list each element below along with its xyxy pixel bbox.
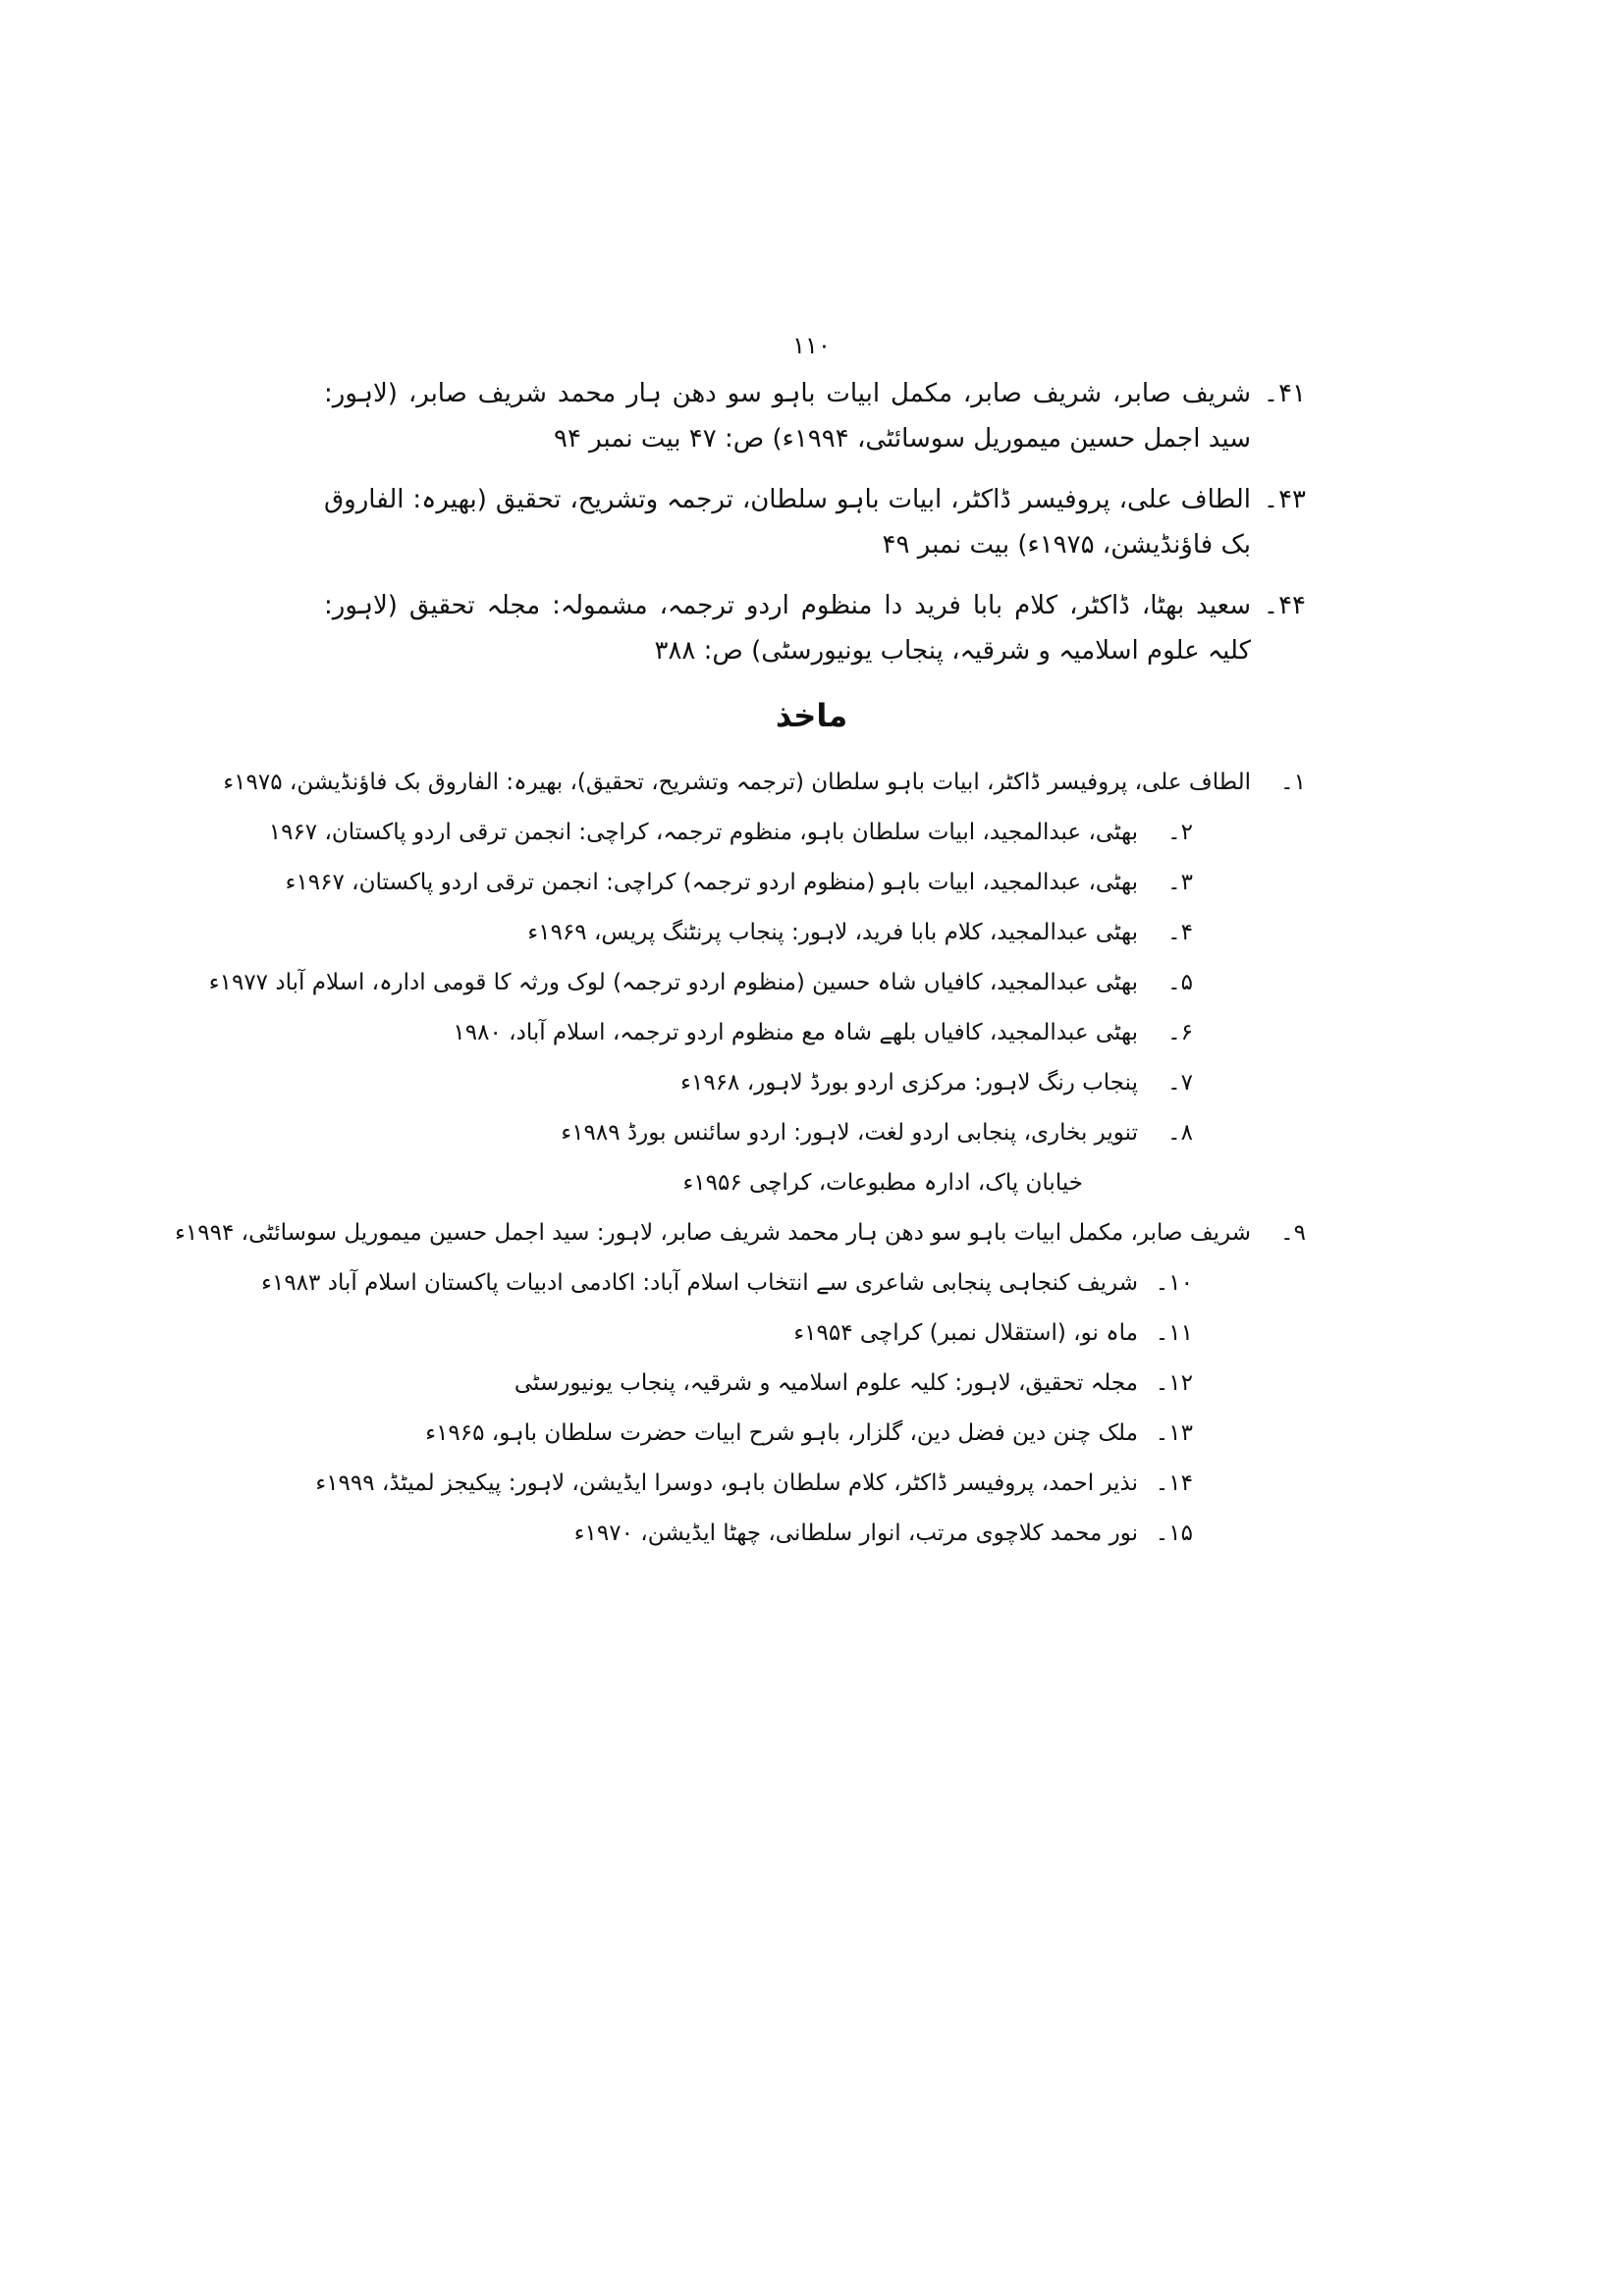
reference-text: ملک چنن دین فضل دین، گلزار، باہو شرح ابیات حضرت سلطان باہو، ۱۹۶۵ء bbox=[425, 1420, 1138, 1446]
reference-number: ۱۲۔ bbox=[1155, 1370, 1193, 1396]
endnote-number: ۴۱۔ bbox=[1263, 379, 1306, 408]
reference-item bbox=[315, 1459, 1306, 1509]
reference-item bbox=[285, 858, 1306, 908]
reference-number: ۹۔ bbox=[1280, 1220, 1306, 1246]
reference-text: الطاف علی، پروفیسر ڈاکٹر، ابیات باہو سلطان (ترجمہ وتشریح، تحقیق)، بھیرہ: الفاروق بک فاؤنڈیشن، ۱۹۷۵ء bbox=[223, 770, 1251, 795]
reference-text: بھٹی، عبدالمجید، ابیات سلطان باہو، منظوم ترجمہ، کراچی: انجمن ترقی اردو پاکستان، ۱۹۶۷ bbox=[268, 820, 1138, 845]
reference-number bbox=[1138, 1158, 1193, 1208]
reference-text: نذیر احمد، پروفیسر ڈاکٹر، کلام سلطان باہو، دوسرا ایڈیشن، لاہور: پیکیجز لمیٹڈ، ۱۹۹۹ء bbox=[315, 1470, 1138, 1496]
reference-item bbox=[324, 1509, 1306, 1559]
reference-item bbox=[324, 908, 1306, 958]
endnote bbox=[324, 583, 1306, 673]
reference-item bbox=[175, 1208, 1306, 1258]
reference-item bbox=[324, 1108, 1306, 1158]
reference-text: تنویر بخاری، پنجابی اردو لغت، لاہور: اردو سائنس بورڈ ۱۹۸۹ء bbox=[561, 1120, 1138, 1146]
endnote-text: سعید بھٹا، ڈاکٹر، کلام بابا فرید دا منظوم اردو ترجمہ، مشمولہ: مجلہ تحقیق (لاہور: کلیہ علوم اسلامیہ و شرقیہ، پنجاب یونیورسٹی) ص: ۳۸۸ bbox=[324, 591, 1251, 666]
reference-number: ۱۵۔ bbox=[1155, 1521, 1193, 1546]
reference-text: بھٹی عبدالمجید، کلام بابا فرید، لاہور: پنجاب پرنٹنگ پریس، ۱۹۶۹ء bbox=[527, 920, 1138, 945]
reference-number: ۱۱۔ bbox=[1155, 1320, 1193, 1346]
reference-number: ۳۔ bbox=[1167, 870, 1193, 895]
reference-item bbox=[324, 1409, 1306, 1459]
reference-item bbox=[208, 958, 1306, 1008]
reference-text: شریف صابر، مکمل ابیات باہو سو دھن ہار محمد شریف صابر، لاہور: سید اجمل حسین میموریل سوسائٹی، ۱۹۹۴ء bbox=[175, 1220, 1251, 1246]
reference-item bbox=[223, 758, 1306, 808]
reference-item bbox=[324, 1158, 1306, 1208]
reference-number: ۱۔ bbox=[1280, 770, 1306, 795]
reference-number: ۶۔ bbox=[1167, 1020, 1193, 1045]
endnotes bbox=[324, 371, 1306, 689]
reference-text: پنجاب رنگ لاہور: مرکزی اردو بورڈ لاہور، ۱۹۶۸ء bbox=[680, 1070, 1138, 1095]
reference-item bbox=[324, 1058, 1306, 1108]
reference-item bbox=[324, 1359, 1306, 1409]
reference-item bbox=[268, 808, 1306, 858]
reference-number: ۱۴۔ bbox=[1155, 1470, 1193, 1496]
sources-heading: ماخذ bbox=[775, 697, 848, 734]
reference-number: ۲۔ bbox=[1167, 820, 1193, 845]
reference-number: ۱۰۔ bbox=[1155, 1270, 1193, 1296]
endnote bbox=[324, 371, 1306, 461]
reference-text: ماہ نو، (استقلال نمبر) کراچی ۱۹۵۴ء bbox=[793, 1320, 1138, 1346]
endnote-number: ۴۳۔ bbox=[1263, 485, 1306, 514]
reference-list bbox=[175, 758, 1306, 1559]
endnote-text: الطاف علی، پروفیسر ڈاکٹر، ابیات باہو سلطان، ترجمہ وتشریح، تحقیق (بھیرہ: الفاروق بک فاؤنڈیشن، ۱۹۷۵ء) بیت نمبر ۴۹ bbox=[324, 485, 1251, 560]
endnote-text: شریف صابر، شریف صابر، مکمل ابیات باہو سو دھن ہار محمد شریف صابر، (لاہور: سید اجمل حسین میموریل سوسائٹی، ۱۹۹۴ء) ص: ۴۷ بیت نمبر ۹۴ bbox=[324, 379, 1251, 454]
reference-text: خیابان پاک، ادارہ مطبوعات، کراچی ۱۹۵۶ء bbox=[682, 1170, 1083, 1196]
reference-number: ۵۔ bbox=[1167, 970, 1193, 995]
reference-number: ۴۔ bbox=[1167, 920, 1193, 945]
reference-text: شریف کنجاہی پنجابی شاعری سے انتخاب اسلام آباد: اکادمی ادبیات پاکستان اسلام آباد ۱۹۸۳ء bbox=[261, 1270, 1138, 1296]
reference-text: مجلہ تحقیق، لاہور: کلیہ علوم اسلامیہ و شرقیہ، پنجاب یونیورسٹی bbox=[514, 1370, 1138, 1396]
reference-text: بھٹی عبدالمجید، کافیاں شاہ حسین (منظوم اردو ترجمہ) لوک ورثہ کا قومی ادارہ، اسلام آباد ۱۹۷۷ء bbox=[208, 970, 1138, 995]
reference-item bbox=[324, 1008, 1306, 1058]
reference-text: بھٹی، عبدالمجید، ابیات باہو (منظوم اردو ترجمہ) کراچی: انجمن ترقی اردو پاکستان، ۱۹۶۷ء bbox=[285, 870, 1138, 895]
endnote-number: ۴۴۔ bbox=[1263, 591, 1306, 620]
reference-text: بھٹی عبدالمجید، کافیاں بلھے شاہ مع منظوم اردو ترجمہ، اسلام آباد، ۱۹۸۰ bbox=[453, 1020, 1138, 1045]
reference-number: ۱۳۔ bbox=[1155, 1420, 1193, 1446]
endnote bbox=[324, 477, 1306, 567]
page-number: ۱۱۰ bbox=[792, 332, 831, 359]
reference-item bbox=[261, 1258, 1306, 1308]
reference-text: نور محمد کلاچوی مرتب، انوار سلطانی، چھٹا ایڈیشن، ۱۹۷۰ء bbox=[573, 1521, 1138, 1546]
reference-item bbox=[324, 1308, 1306, 1359]
reference-number: ۸۔ bbox=[1167, 1120, 1193, 1146]
reference-number: ۷۔ bbox=[1167, 1070, 1193, 1095]
